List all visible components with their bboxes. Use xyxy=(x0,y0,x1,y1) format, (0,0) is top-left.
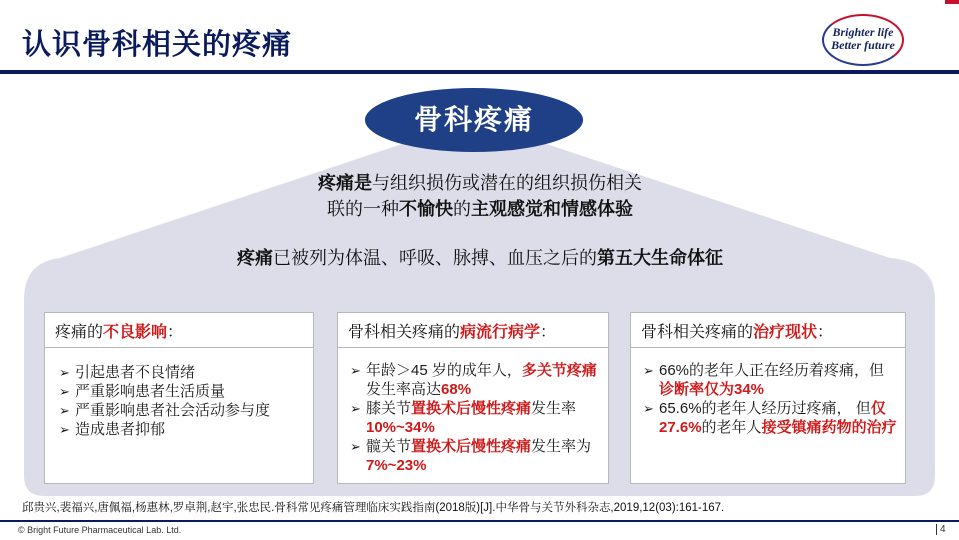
impact-box-divider xyxy=(45,347,313,348)
treatment-box-heading: 骨科相关疼痛的治疗现状： xyxy=(641,324,834,341)
definition-line-1: 疼痛是与组织损伤或潜在的组织损伤相关 xyxy=(318,173,642,193)
list-item: ➢ 髋关节置换术后慢性疼痛发生率为7%~23% xyxy=(350,438,592,474)
page-number: 4 xyxy=(936,524,946,535)
epidemiology-box xyxy=(337,312,609,484)
arrow-bullet-icon: ➢ xyxy=(350,363,361,378)
copyright-text: © Bright Future Pharmaceutical Lab. Ltd. xyxy=(18,525,182,535)
definition-line-2: 联的一种不愉快的主观感觉和情感体验 xyxy=(327,199,633,219)
logo-line-2: Better future xyxy=(831,38,895,52)
list-item: ➢ 膝关节置换术后慢性疼痛发生率 10%~34% xyxy=(350,400,577,436)
arrow-bullet-icon: ➢ xyxy=(643,401,654,416)
topic-oval: 骨科疼痛 xyxy=(365,88,583,152)
epidemiology-list xyxy=(344,361,606,475)
impact-box-heading: 疼痛的不良影响： xyxy=(55,324,184,341)
treatment-list xyxy=(637,361,899,437)
list-item: ➢ 65.6%的老年人经历过疼痛， 但仅27.6%的老年人接受镇痛药物的治疗 xyxy=(643,400,897,436)
list-item: ➢ 造成患者抑郁 xyxy=(59,421,166,438)
pain-definition xyxy=(240,170,720,222)
logo-line-1: Brighter life xyxy=(832,25,894,39)
reference-citation: 邱贵兴,裴福兴,唐佩福,杨惠林,罗卓荆,赵宇,张忠民.骨科常见疼痛管理临床实践指南(2018版)[J].中华骨与关节外科杂志,2019,12(03):161-167. xyxy=(22,502,725,514)
vital-sign-statement: 疼痛已被列为体温、呼吸、脉搏、血压之后的第五大生命体征 xyxy=(237,248,723,268)
arrow-bullet-icon: ➢ xyxy=(59,422,70,437)
impact-list xyxy=(53,363,308,439)
list-item: ➢ 66%的老年人正在经历着疼痛，但诊断率仅为34% xyxy=(643,362,885,398)
epidemiology-box-divider xyxy=(338,347,608,348)
list-item: ➢ 严重影响患者生活质量 xyxy=(59,383,226,400)
treatment-box-divider xyxy=(631,347,905,348)
list-item: ➢ 引起患者不良情绪 xyxy=(59,364,196,381)
arrow-bullet-icon: ➢ xyxy=(350,401,361,416)
treatment-box xyxy=(630,312,906,484)
arrow-bullet-icon: ➢ xyxy=(59,365,70,380)
footer-divider xyxy=(0,520,959,522)
list-item: ➢ 年龄＞45 岁的成年人，多关节疼痛发生率高达68% xyxy=(350,362,597,398)
arrow-bullet-icon: ➢ xyxy=(643,363,654,378)
arrow-bullet-icon: ➢ xyxy=(59,384,70,399)
impact-box xyxy=(44,312,314,484)
page-title: 认识骨科相关的疼痛 xyxy=(22,29,293,61)
list-item: ➢ 严重影响患者社会活动参与度 xyxy=(59,402,271,419)
arrow-bullet-icon: ➢ xyxy=(350,439,361,454)
arrow-bullet-icon: ➢ xyxy=(59,403,70,418)
epidemiology-box-heading: 骨科相关疼痛的病流行病学： xyxy=(348,324,557,341)
